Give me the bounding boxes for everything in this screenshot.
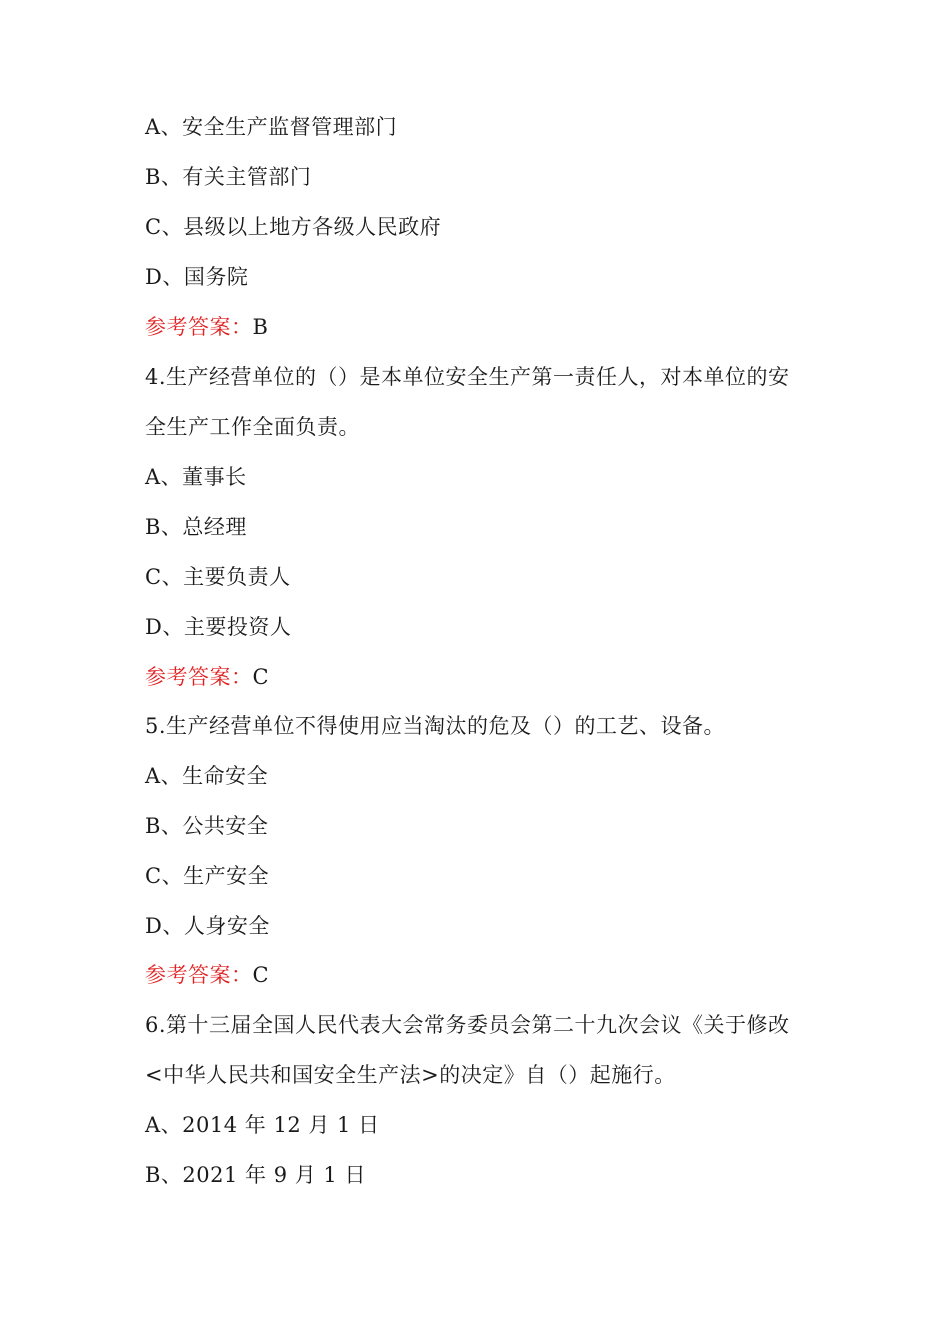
q4-option-a: A、董事长 xyxy=(145,465,247,489)
q3-answer-value: B xyxy=(252,315,269,339)
q4-answer-value: C xyxy=(252,665,270,689)
q3-option-d: D、国务院 xyxy=(145,265,249,289)
q4-option-c: C、主要负责人 xyxy=(145,565,291,589)
q5-stem-line1: 5.生产经营单位不得使用应当淘汰的危及（）的工艺、设备。 xyxy=(145,714,726,738)
q3-option-c: C、县级以上地方各级人民政府 xyxy=(145,215,442,239)
q5-option-b: B、公共安全 xyxy=(145,814,269,838)
q6-option-a: A、2014 年 12 月 1 日 xyxy=(145,1113,380,1137)
q5-option-d: D、人身安全 xyxy=(145,914,270,938)
q3-answer-label: 参考答案： xyxy=(145,315,253,339)
q4-answer xyxy=(145,662,825,692)
q4-stem-line1: 4.生产经营单位的（）是本单位安全生产第一责任人，对本单位的安 xyxy=(145,365,790,389)
q5-option-c: C、生产安全 xyxy=(145,864,270,888)
q6-stem-line2: <中华人民共和国安全生产法>的决定》自（）起施行。 xyxy=(145,1063,676,1087)
q4-answer-label: 参考答案： xyxy=(145,665,253,689)
q5-answer-value: C xyxy=(252,963,270,987)
q5-answer xyxy=(145,960,825,990)
q6-option-b: B、2021 年 9 月 1 日 xyxy=(145,1163,366,1187)
q6-stem-line1: 6.第十三届全国人民代表大会常务委员会第二十九次会议《关于修改 xyxy=(145,1013,790,1037)
q3-answer xyxy=(145,312,825,342)
q5-answer-label: 参考答案： xyxy=(145,963,253,987)
q4-option-b: B、总经理 xyxy=(145,515,247,539)
q3-option-b: B、有关主管部门 xyxy=(145,165,312,189)
q4-stem-line2: 全生产工作全面负责。 xyxy=(145,415,360,439)
q5-option-a: A、生命安全 xyxy=(145,764,269,788)
q4-option-d: D、主要投资人 xyxy=(145,615,292,639)
q3-option-a: A、安全生产监督管理部门 xyxy=(145,115,398,139)
